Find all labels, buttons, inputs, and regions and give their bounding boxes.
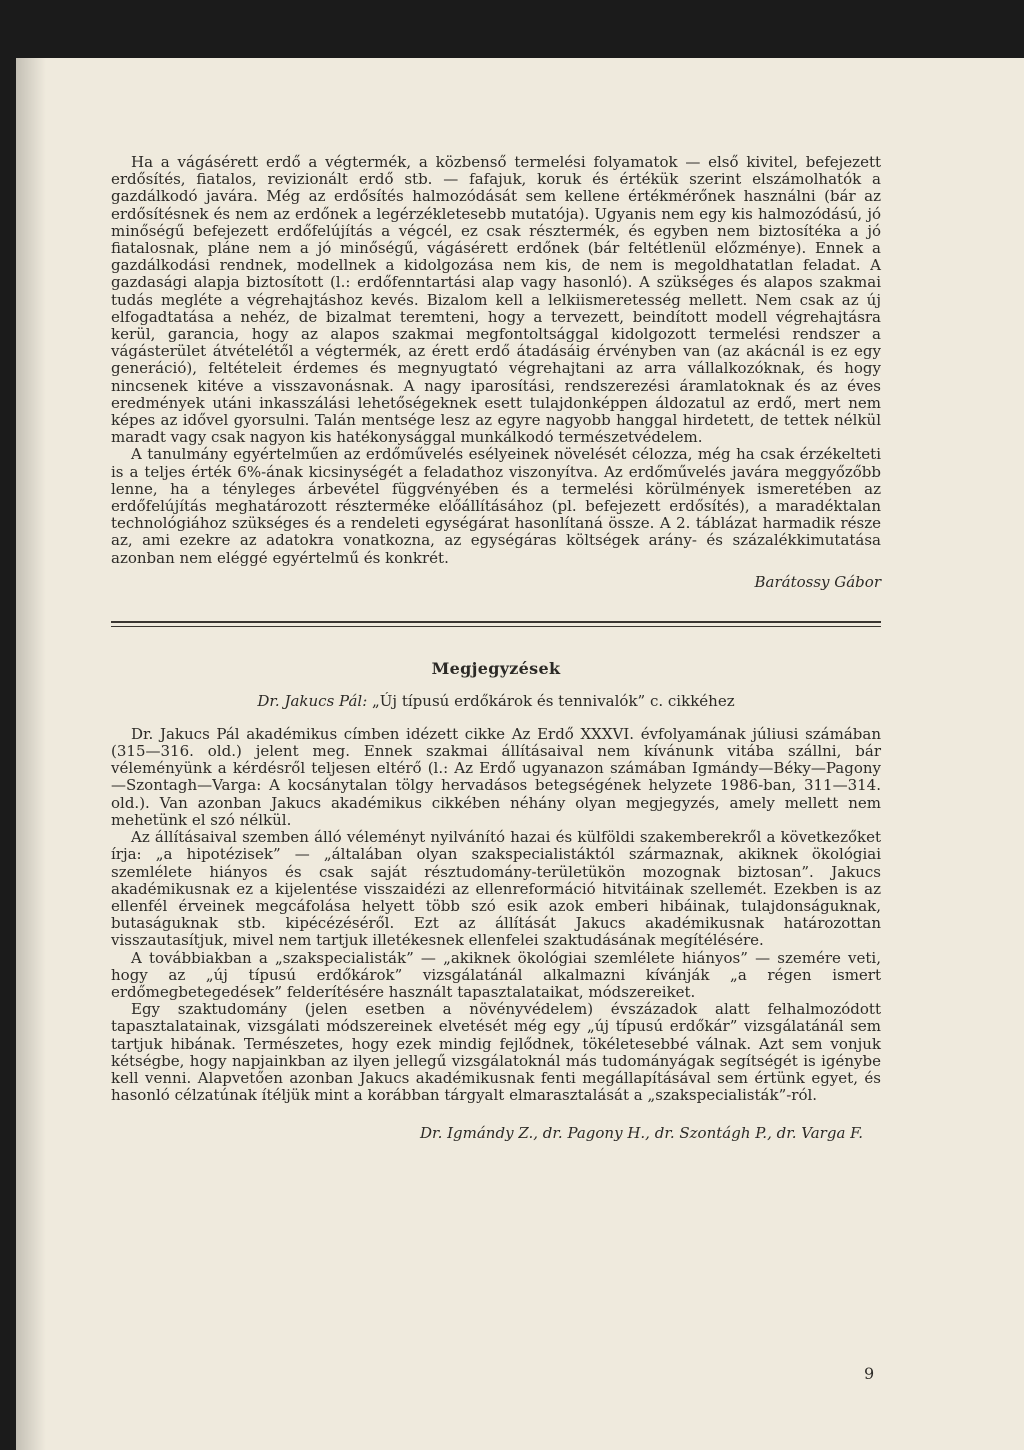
notes-paragraph: Dr. Jakucs Pál akadémikus címben idézett cikke Az Erdő XXXVI. évfolyamának júliusi számában (315—316. old.) jelent meg. Ennek szakmai állításaival nem kívánunk vitába szállni, bár véleményünk a kérdésről teljesen eltérő (l.: Az Erdő ugyanazon számában Igmándy—Béky—Pagony—Szontagh—Varga: A kocsánytalan tölgy hervadásos betegségének helyzete 1986-ban, 311—314. old.). Van azonban Jakucs akadémikus cikkében néhány olyan megjegyzés, amely mellett nem mehetünk el szó nélkül. [111,724,881,829]
subheading-author: Dr. Jakucs Pál: [257,691,368,710]
notes-authors: Dr. Igmándy Z., dr. Pagony H., dr. Szontágh P., dr. Varga F. [420,1124,863,1143]
text-column [111,154,881,1142]
notes-heading: Megjegyzések [431,658,561,678]
article-paragraph: A tanulmány egyértelműen az erdőművelés esélyeinek növelését célozza, még ha csak érzékelteti is a teljes érték 6%-ának kicsinységét a feladathoz viszonyítva. Az erdőművelés javára meggyőzőbb lenne, ha a tényleges árbevétel függvényében és a termelési körülmények ismeretében az erdőfelújítás meghatározott részterméke előállításához (pl. befejezett erdősítés), a maradéktalan technológiához szükséges és a rendeleti egységárat hasonlítaná össze. A 2. táblázat harmadik része az, ami ezekre az adatokra vonatkozna, az egységáras költségek arány- és százalékkimutatása azonban nem eléggé egyértelmű és konkrét. [111,445,881,567]
article-paragraph: Ha a vágásérett erdő a végtermék, a közbenső termelési folyamatok — első kivitel, befejezett erdősítés, fiatalos, revizionált erdő stb. — fafajuk, koruk és értékük szerint elszámolhatók a gazdálkodó javára. Még az erdősítés halmozódását sem kellene értékmérőnek használni (bár az erdősítésnek és nem az erdőnek a legérzékletesebb mutatója). Ugyanis nem egy kis halmozódású, jó minőségű befejezett erdőfelújítás a végcél, ez csak résztermék, és egyben nem biztosítéka a jó fiatalosnak, pláne nem a jó minőségű, vágásérett erdőnek (bár feltétlenül előzménye). Ennek a gazdálkodási rendnek, modellnek a kidolgozása nem kis, de nem is megoldhatatlan feladat. A gazdasági alapja biztosított (l.: erdőfenntartási alap vagy hasonló). A szükséges és alapos szakmai tudás megléte a végrehajtáshoz kevés. Bizalom kell a lelkiismeretesség mellett. Nem csak az új elfogadtatása a nehéz, de bizalmat teremteni, hogy a tervezett, beindított modell végrehajtásra kerül, garancia, hogy az alapos szakmai megfontoltsággal kidolgozott termelési rendszer a vágásterület átvételétől a végtermék, az érett erdő átadásáig érvényben van (az akácnál is ez egy generáció), feltételeit érdemes és megnyugtató végrehajtani az arra vállalkozóknak, és hogy nincsenek kitéve a visszavonásnak. A nagy iparosítási, rendszerezési áramlatoknak és az éves eredmények utáni inkasszálási lehetőségeknek esett tulajdonképpen áldozatul az erdő, mert nem képes az idővel gyorsulni. Talán mentsége lesz az egyre nagyobb hanggal hirdetett, de tettek nélkül maradt vagy csak nagyon kis hatékonysággal munkálkodó természetvédelem. [111,153,881,447]
scanned-page [16,58,1024,1450]
divider-thin-line [111,626,881,627]
notes-paragraph: Egy szaktudomány (jelen esetben a növényvédelem) évszázadok alatt felhalmozódott tapasztalatainak, vizsgálati módszereinek elvetését még egy „új típusú erdőkár” vizsgálatánál sem tartjuk hibának. Természetes, hogy ezek mindig fejlődnek, tökéletesebbé válnak. Azt sem vonjuk kétségbe, hogy napjainkban az ilyen jellegű vizsgálatoknál más tudományágak segítségét is igénybe kell venni. Alapvetően azonban Jakucs akadémikusnak fenti megállapításával sem értünk egyet, és hasonló célzatúnak ítéljük mint a korábban tárgyalt elmarasztalását a „szakspecialisták”-ról. [111,1000,881,1105]
divider-thick-line [111,621,881,623]
notes-paragraph: Az állításaival szemben álló véleményt nyilvánító hazai és külföldi szakemberekről a következőket írja: „a hipotézisek” — „általában olyan szakspecialistáktól származnak, akiknek ökológiai szemlélete hiányos és csak saját résztudomány-területükön mozognak biztosan”. Jakucs akadémikusnak ez a kijelentése visszaidézi az ellenreformáció hitvitáinak szellemét. Ezekben is az ellenfél érveinek megcáfolása helyett több szó esik azok emberi hibáinak, tulajdonságuknak, butaságuknak stb. kipécézéséről. Ezt az állítását Jakucs akadémikusnak határozottan visszautasítjuk, mivel nem tartjuk illetékesnek ellenfelei szaktudásának megítélésére. [111,828,881,950]
notes-paragraph: A továbbiakban a „szakspecialisták” — „akiknek ökológiai szemlélete hiányos” — szemére veti, hogy az „új típusú erdőkárok” vizsgálatánál alkalmazni kívánják „a régen ismert erdőmegbetegedések” felderítésére használt tapasztalataikat, módszereiket. [111,948,881,1001]
notes-subheading [111,692,881,710]
subheading-title: „Új típusú erdőkárok és tennivalók” c. cikkéhez [367,691,735,710]
page-number: 9 [864,1364,875,1383]
page-binding-shadow [16,58,46,1450]
article-signature: Barátossy Gábor [754,572,881,591]
section-divider [111,621,881,627]
